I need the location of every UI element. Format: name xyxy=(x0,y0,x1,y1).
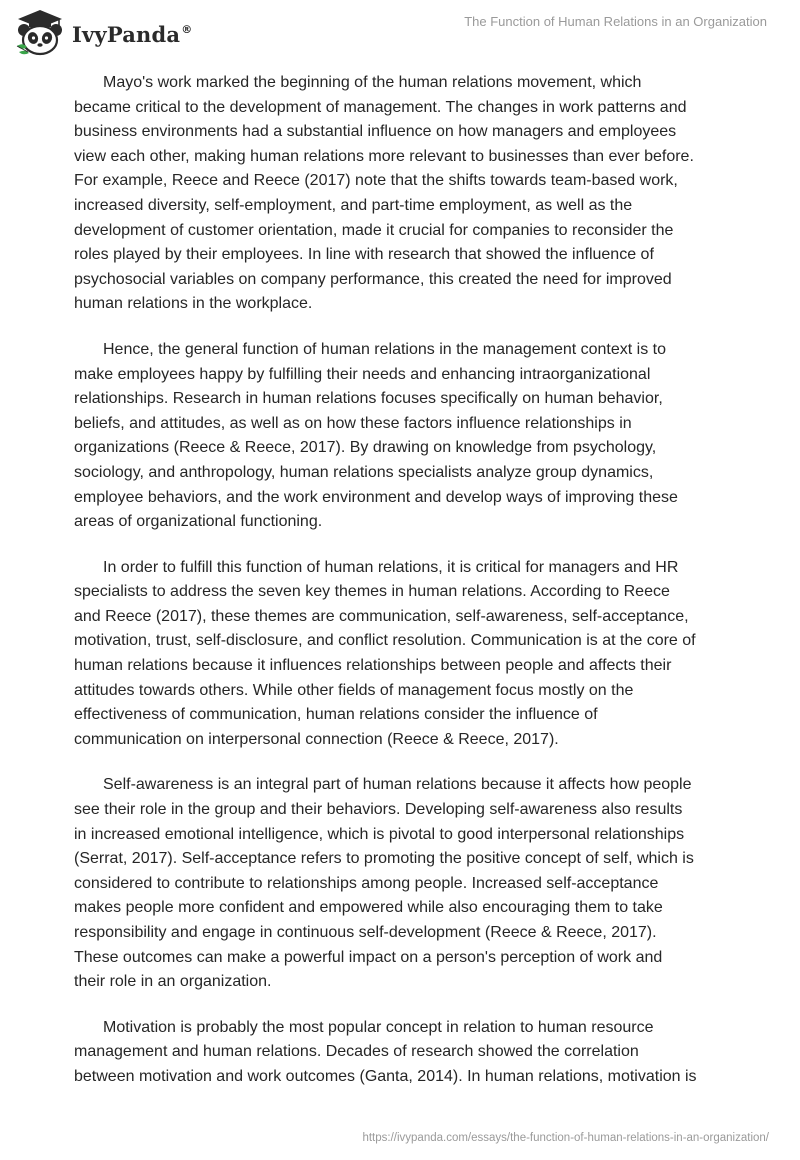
source-url[interactable]: https://ivypanda.com/essays/the-function-of-human-relations-in-an-organization/ xyxy=(362,1132,769,1144)
paragraph-1: Mayo's work marked the beginning of the human relations movement, which became critical to the development of management. The changes in work patterns and business environments had a substantial influence on how managers and employees view each other, making human relations more relevant to businesses than ever before. For example, Reece and Reece (2017) note that the shifts towards team-based work, increased diversity, self-employment, and part-time employment, as well as the development of customer orientation, made it crucial for companies to reconsider the roles played by their employees. In line with research that showed the influence of psychosocial variables on company performance, this created the need for improved human relations in the workplace. xyxy=(74,74,694,313)
panda-graduate-icon xyxy=(14,8,66,56)
paragraph-4: Self-awareness is an integral part of human relations because it affects how people see their role in the group and their behaviors. Developing self-awareness also results in increased emotional intelligence, which is pivotal to good interpersonal relationships (Serrat, 2017). Self-acceptance refers to promoting the positive concept of self, which is considered to contribute to relationships among people. Increased self-acceptance makes people more confident and empowered while also encouraging them to take responsibility and engage in continuous self-development (Reece & Reece, 2017). These outcomes can make a powerful impact on a person's perception of work and their role in an organization. xyxy=(74,776,694,991)
registered-mark: ® xyxy=(181,22,193,36)
essay-body xyxy=(74,71,734,1111)
document-title: The Function of Human Relations in an Organization xyxy=(464,14,767,29)
paragraph-5: Motivation is probably the most popular concept in relation to human resource management and human relations. Decades of research showed the correlation between motivation and work outcomes (Ganta, 2014). In human relations, motivation is xyxy=(74,1018,697,1085)
logo-text: IvyPanda xyxy=(72,21,181,47)
ivypanda-logo[interactable] xyxy=(14,8,192,56)
paragraph-3: In order to fulfill this function of human relations, it is critical for managers and HR specialists to address the seven key themes in human relations. According to Reece and Reece (2017), these themes are communication, self-awareness, self-acceptance, motivation, trust, self-disclosure, and conflict resolution. Communication is at the core of human relations because it influences relationships between people and affects their attitudes towards others. While other fields of management focus mostly on the effectiveness of communication, human relations consider the influence of communication on interpersonal connection (Reece & Reece, 2017). xyxy=(74,558,696,748)
page-header xyxy=(0,0,800,70)
logo-wordmark xyxy=(72,22,192,47)
paragraph-2: Hence, the general function of human relations in the management context is to make employees happy by fulfilling their needs and enhancing intraorganizational relationships. Research in human relations focuses specifically on human behavior, beliefs, and attitudes, as well as on how these factors influence relationships in organizations (Reece & Reece, 2017). By drawing on knowledge from psychology, sociology, and anthropology, human relations specialists analyze group dynamics, employee behaviors, and the work environment and develop ways of improving these areas of organizational functioning. xyxy=(74,340,678,531)
